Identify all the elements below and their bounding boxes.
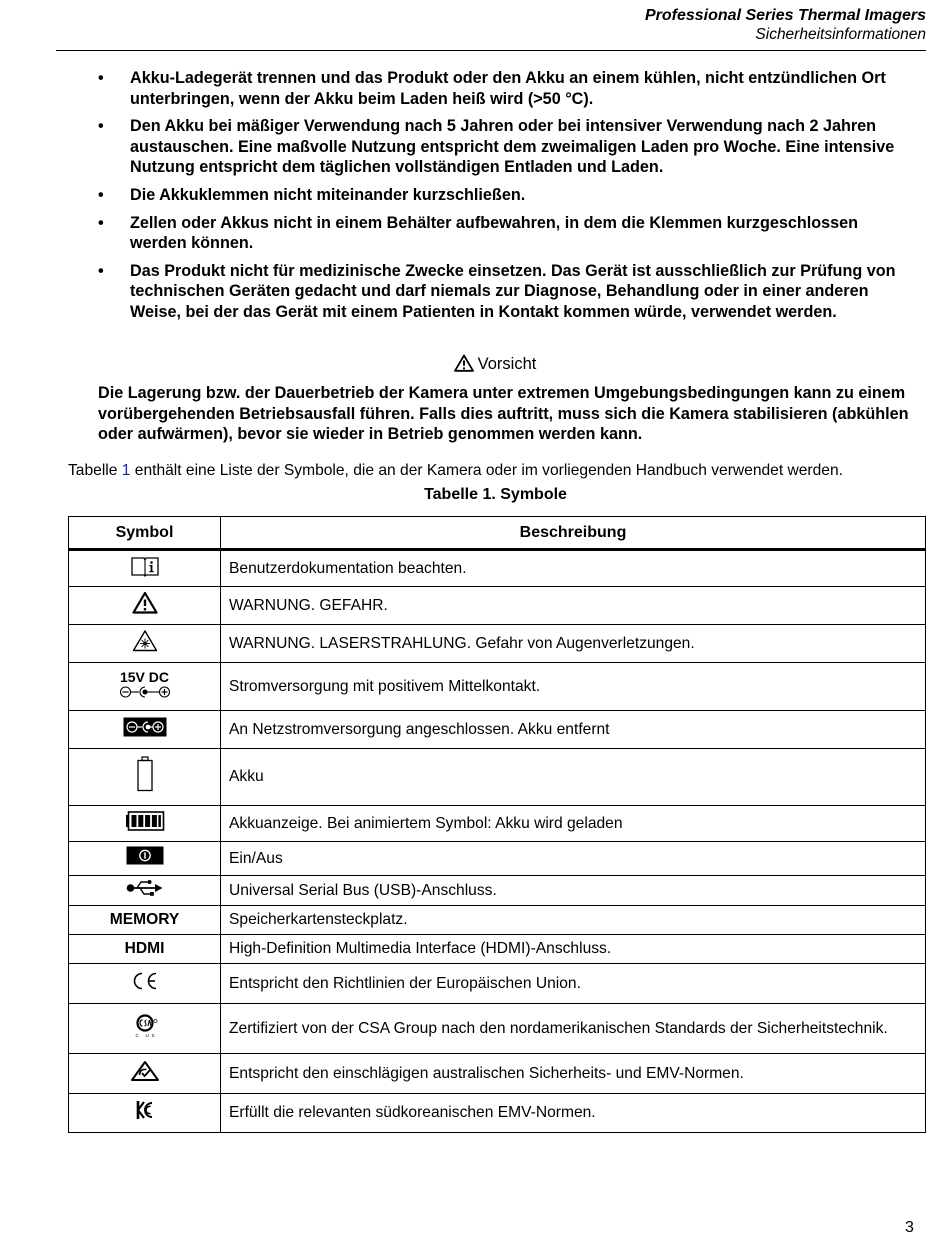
caution-triangle-icon bbox=[454, 354, 474, 372]
battery-level-icon bbox=[125, 811, 165, 831]
description-cell: Ein/Aus bbox=[221, 842, 926, 876]
page-header bbox=[645, 6, 926, 44]
safety-bullet-list bbox=[98, 68, 908, 330]
table-row bbox=[69, 1094, 926, 1133]
bullet-marker: • bbox=[98, 213, 104, 232]
list-item bbox=[98, 116, 908, 178]
table-row bbox=[69, 842, 926, 876]
bullet-text: Den Akku bei mäßiger Verwendung nach 5 Jahren oder bei intensiver Verwendung nach 2 Jahren austauschen. Eine maßvolle Nutzung entspricht dem zweimaligen Laden pro Woche. Eine intensive Nutzung entspricht dem täglichen vollständigen Entladen und Laden. bbox=[130, 117, 895, 177]
table-row bbox=[69, 550, 926, 587]
table-row bbox=[69, 935, 926, 964]
table-row bbox=[69, 711, 926, 749]
table-row bbox=[69, 1004, 926, 1054]
table-row bbox=[69, 625, 926, 663]
symbol-cell bbox=[69, 663, 221, 711]
usb-icon bbox=[126, 879, 164, 897]
symbol-cell bbox=[69, 964, 221, 1004]
table-row bbox=[69, 964, 926, 1004]
description-cell: WARNUNG. LASERSTRAHLUNG. Gefahr von Augenverletzungen. bbox=[221, 625, 926, 663]
bullet-text: Zellen oder Akkus nicht in einem Behälter aufbewahren, in dem die Klemmen kurzgeschlossen werden können. bbox=[130, 213, 859, 253]
symbol-table bbox=[68, 516, 926, 1133]
kc-mark-icon bbox=[133, 1098, 157, 1122]
table-row bbox=[69, 587, 926, 625]
warning-triangle-icon bbox=[132, 591, 158, 614]
column-header-description: Beschreibung bbox=[221, 517, 926, 550]
list-item bbox=[98, 68, 908, 109]
table-row bbox=[69, 1054, 926, 1094]
csa-mark-text: C US bbox=[135, 1032, 154, 1038]
bullet-marker: • bbox=[98, 261, 104, 280]
bullet-text: Die Akkuklemmen nicht miteinander kurzschließen. bbox=[130, 185, 526, 204]
header-subtitle: Sicherheitsinformationen bbox=[755, 26, 926, 43]
rcm-mark-icon bbox=[130, 1060, 160, 1082]
symbol-cell bbox=[69, 711, 221, 749]
caution-heading bbox=[0, 354, 950, 374]
caution-text: Die Lagerung bzw. der Dauerbetrieb der Kamera unter extremen Umgebungsbedingungen kann zu einem vorübergehenden Betriebsausfall führen. Falls dies auftritt, muss sich die Kamera stabilisieren (abkühlen oder aufwärmen), bevor sie wieder in Betrieb genommen werden kann. bbox=[98, 384, 909, 444]
memory-symbol-text: MEMORY bbox=[69, 906, 221, 935]
symbol-cell bbox=[69, 550, 221, 587]
table-title: Tabelle 1. Symbole bbox=[424, 486, 567, 503]
description-cell: Zertifiziert von der CSA Group nach den nordamerikanischen Standards der Sicherheitstechnik. bbox=[221, 1004, 926, 1054]
caution-title: Vorsicht bbox=[477, 355, 537, 373]
bullet-marker: • bbox=[98, 185, 104, 204]
intro-paragraph bbox=[68, 461, 938, 481]
symbol-cell bbox=[69, 842, 221, 876]
battery-icon bbox=[136, 756, 154, 792]
symbol-cell bbox=[69, 625, 221, 663]
hdmi-symbol-text: HDMI bbox=[69, 935, 221, 964]
bullet-marker: • bbox=[98, 117, 104, 136]
description-cell: WARNUNG. GEFAHR. bbox=[221, 587, 926, 625]
symbol-cell bbox=[69, 806, 221, 842]
intro-text-end: enthält eine Liste der Symbole, die an der Kamera oder im vorliegenden Handbuch verwendet werden. bbox=[130, 462, 843, 479]
description-cell: Entspricht den einschlägigen australischen Sicherheits- und EMV-Normen. bbox=[221, 1054, 926, 1094]
column-header-symbol: Symbol bbox=[69, 517, 221, 550]
symbol-cell bbox=[69, 1004, 221, 1054]
symbol-cell bbox=[69, 1094, 221, 1133]
table-row bbox=[69, 749, 926, 806]
list-item bbox=[98, 185, 908, 206]
description-cell: High-Definition Multimedia Interface (HDMI)-Anschluss. bbox=[221, 935, 926, 964]
laser-warning-icon bbox=[132, 629, 158, 652]
symbol-cell bbox=[69, 587, 221, 625]
header-rule bbox=[56, 50, 926, 51]
symbol-cell bbox=[69, 876, 221, 906]
voltage-label: 15V DC bbox=[119, 668, 170, 685]
table-row bbox=[69, 663, 926, 711]
header-title: Professional Series Thermal Imagers bbox=[644, 7, 926, 24]
power-icon bbox=[126, 846, 164, 865]
bullet-marker: • bbox=[98, 69, 104, 87]
table-row bbox=[69, 876, 926, 906]
description-cell: Benutzerdokumentation beachten. bbox=[221, 550, 926, 587]
list-item bbox=[98, 261, 908, 323]
csa-mark-icon bbox=[128, 1012, 162, 1040]
description-cell: Akku bbox=[221, 749, 926, 806]
bullet-text: Das Produkt nicht für medizinische Zwecke einsetzen. Das Gerät ist ausschließlich zur Prüfung von technischen Geräten gedacht und darf niemals zur Diagnose, Behandlung oder in einer anderen Weise, bei der das Gerät mit einem Patienten in Kontakt kommen würde, verwendet werden. bbox=[130, 261, 896, 321]
list-item bbox=[98, 213, 908, 254]
dc-polarity-icon bbox=[119, 685, 171, 699]
intro-text-start: Tabelle bbox=[68, 462, 122, 479]
table-header-row bbox=[69, 517, 926, 550]
description-cell: Stromversorgung mit positivem Mittelkontakt. bbox=[221, 663, 926, 711]
description-cell: Entspricht den Richtlinien der Europäischen Union. bbox=[221, 964, 926, 1004]
table-reference-link[interactable]: 1 bbox=[121, 462, 131, 479]
table-row bbox=[69, 906, 926, 935]
description-cell: An Netzstromversorgung angeschlossen. Akku entfernt bbox=[221, 711, 926, 749]
page-number: 3 bbox=[905, 1219, 914, 1236]
description-cell: Universal Serial Bus (USB)-Anschluss. bbox=[221, 876, 926, 906]
description-cell: Speicherkartensteckplatz. bbox=[221, 906, 926, 935]
table-row bbox=[69, 806, 926, 842]
bullet-text: Akku-Ladegerät trennen und das Produkt oder den Akku an einem kühlen, nicht entzündlichen Ort unterbringen, wenn der Akku beim Laden heiß wird (>50 °C). bbox=[130, 69, 886, 108]
description-cell: Erfüllt die relevanten südkoreanischen EMV-Normen. bbox=[221, 1094, 926, 1133]
symbol-cell bbox=[69, 1054, 221, 1094]
manual-info-icon bbox=[130, 555, 160, 577]
ce-mark-icon bbox=[130, 971, 160, 991]
symbol-cell bbox=[69, 749, 221, 806]
mains-connected-icon bbox=[123, 717, 167, 737]
description-cell: Akkuanzeige. Bei animiertem Symbol: Akku wird geladen bbox=[221, 806, 926, 842]
